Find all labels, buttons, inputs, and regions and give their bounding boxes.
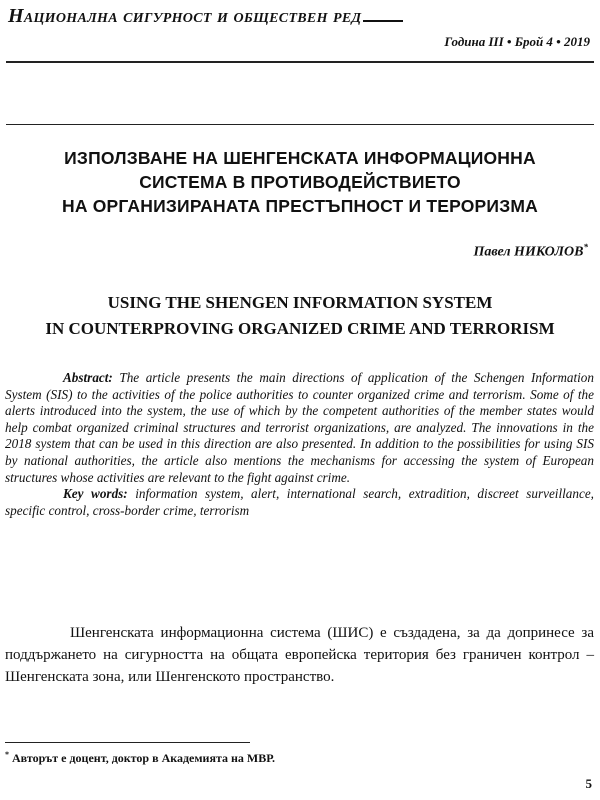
footnote-text: Авторът е доцент, доктор в Академията на МВР.	[12, 751, 276, 765]
article-title-bulgarian	[20, 146, 580, 218]
keywords-text: information system, alert, international search, extradition, discreet surveillance, specific control, cross-border crime, terrorism	[5, 486, 594, 518]
abstract	[5, 370, 594, 519]
author	[474, 242, 588, 261]
issue-info: Година III • Брой 4 • 2019	[444, 34, 590, 49]
abstract-text: The article presents the main directions of application of the Schengen Information System (SIS) to the activities of the police authorities to counter organized crime and terrorism. Some of the alerts introduced into the system, the use of which by the competent authorities of the member states would help combat organized criminal structures and terrorist organizations, are analyzed. The innovations in the 2018 system that can be used in this direction are also presented. In addition to the possibilities for using SIS by national authorities, the article also mentions the mechanisms for accessing the system of European structures whose activities are relevant to the fight against crime.	[5, 370, 594, 485]
author-name: Павел НИКОЛОВ	[473, 244, 584, 260]
title-rule	[363, 20, 403, 22]
title-bg-line: ИЗПОЛЗВАНЕ НА ШЕНГЕНСКАТА ИНФОРМАЦИОННА	[64, 148, 536, 168]
author-footnote-mark[interactable]: *	[583, 242, 588, 252]
title-bg-line: СИСТЕМА В ПРОТИВОДЕЙСТВИЕТО	[139, 172, 461, 192]
article-title-english	[10, 290, 590, 342]
body-paragraph: Шенгенската информационна система (ШИС) е създадена, за да допринесе за поддържането на сигурността на общата европейска територия без граничен контрол – Шенгенската зона, или Шенгенското пространство.	[5, 625, 594, 685]
title-en-line: USING THE SHENGEN INFORMATION SYSTEM	[107, 293, 493, 312]
page-number: 5	[585, 776, 592, 791]
footnote	[5, 750, 585, 766]
abstract-label: Abstract:	[63, 370, 113, 385]
section-divider	[6, 124, 594, 125]
keywords-paragraph	[5, 486, 594, 519]
body-text	[5, 622, 594, 688]
header-divider	[6, 61, 594, 63]
keywords-label: Key words:	[63, 486, 128, 502]
journal-title-text: Национална сигурност и обществен ред	[8, 5, 362, 27]
abstract-paragraph	[5, 370, 594, 486]
footnote-mark: *	[5, 750, 9, 759]
title-bg-line: НА ОРГАНИЗИРАНАТА ПРЕСТЪПНОСТ И ТЕРОРИЗМА	[61, 196, 538, 216]
title-en-line: IN COUNTERPROVING ORGANIZED CRIME AND TERRORISM	[45, 319, 555, 338]
journal-title	[8, 5, 593, 28]
footnote-divider	[5, 742, 250, 743]
